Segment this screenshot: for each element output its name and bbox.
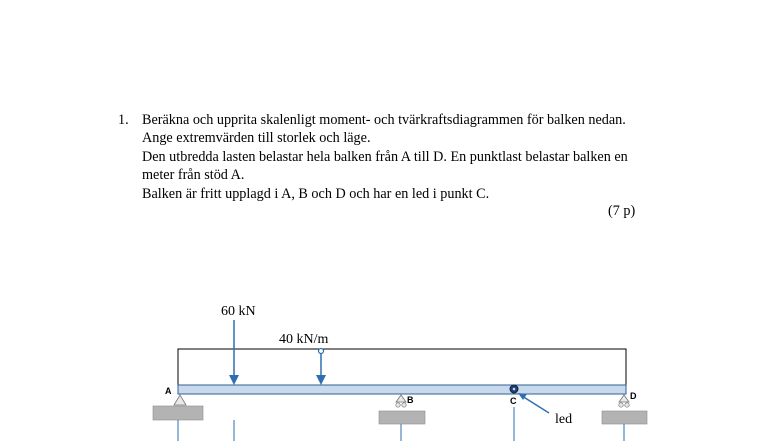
hinge-c-label: C xyxy=(510,396,517,406)
distributed-load-label: 40 kN/m xyxy=(279,332,329,347)
distributed-load-box xyxy=(178,349,626,385)
support-b xyxy=(379,395,425,441)
points-label: (7 p) xyxy=(608,203,636,219)
hinge-pointer-arrow xyxy=(518,393,549,413)
beam xyxy=(178,385,626,394)
problem-line-4: meter från stöd A. xyxy=(142,167,245,184)
point-load-label: 60 kN xyxy=(221,304,256,319)
support-d xyxy=(602,395,647,441)
problem-line-5: Balken är fritt upplagd i A, B och D och har en led i punkt C. xyxy=(142,185,490,202)
support-a-label: A xyxy=(165,386,172,396)
support-b-label: B xyxy=(407,395,414,405)
problem-line-3: Den utbredda lasten belastar hela balken från A till D. En punktlast belastar balken en xyxy=(142,148,628,165)
support-d-label: D xyxy=(630,391,637,401)
support-a xyxy=(153,395,203,441)
point-load-arrow xyxy=(229,320,239,385)
hinge-label: led xyxy=(555,412,573,427)
distributed-load-arrow xyxy=(316,349,326,386)
problem-number: 1. xyxy=(118,112,129,128)
problem-line-2: Ange extremvärden till storlek och läge. xyxy=(142,130,371,147)
problem-line-1: Beräkna och upprita skalenligt moment- och tvärkraftsdiagrammen för balken nedan. xyxy=(142,112,626,128)
